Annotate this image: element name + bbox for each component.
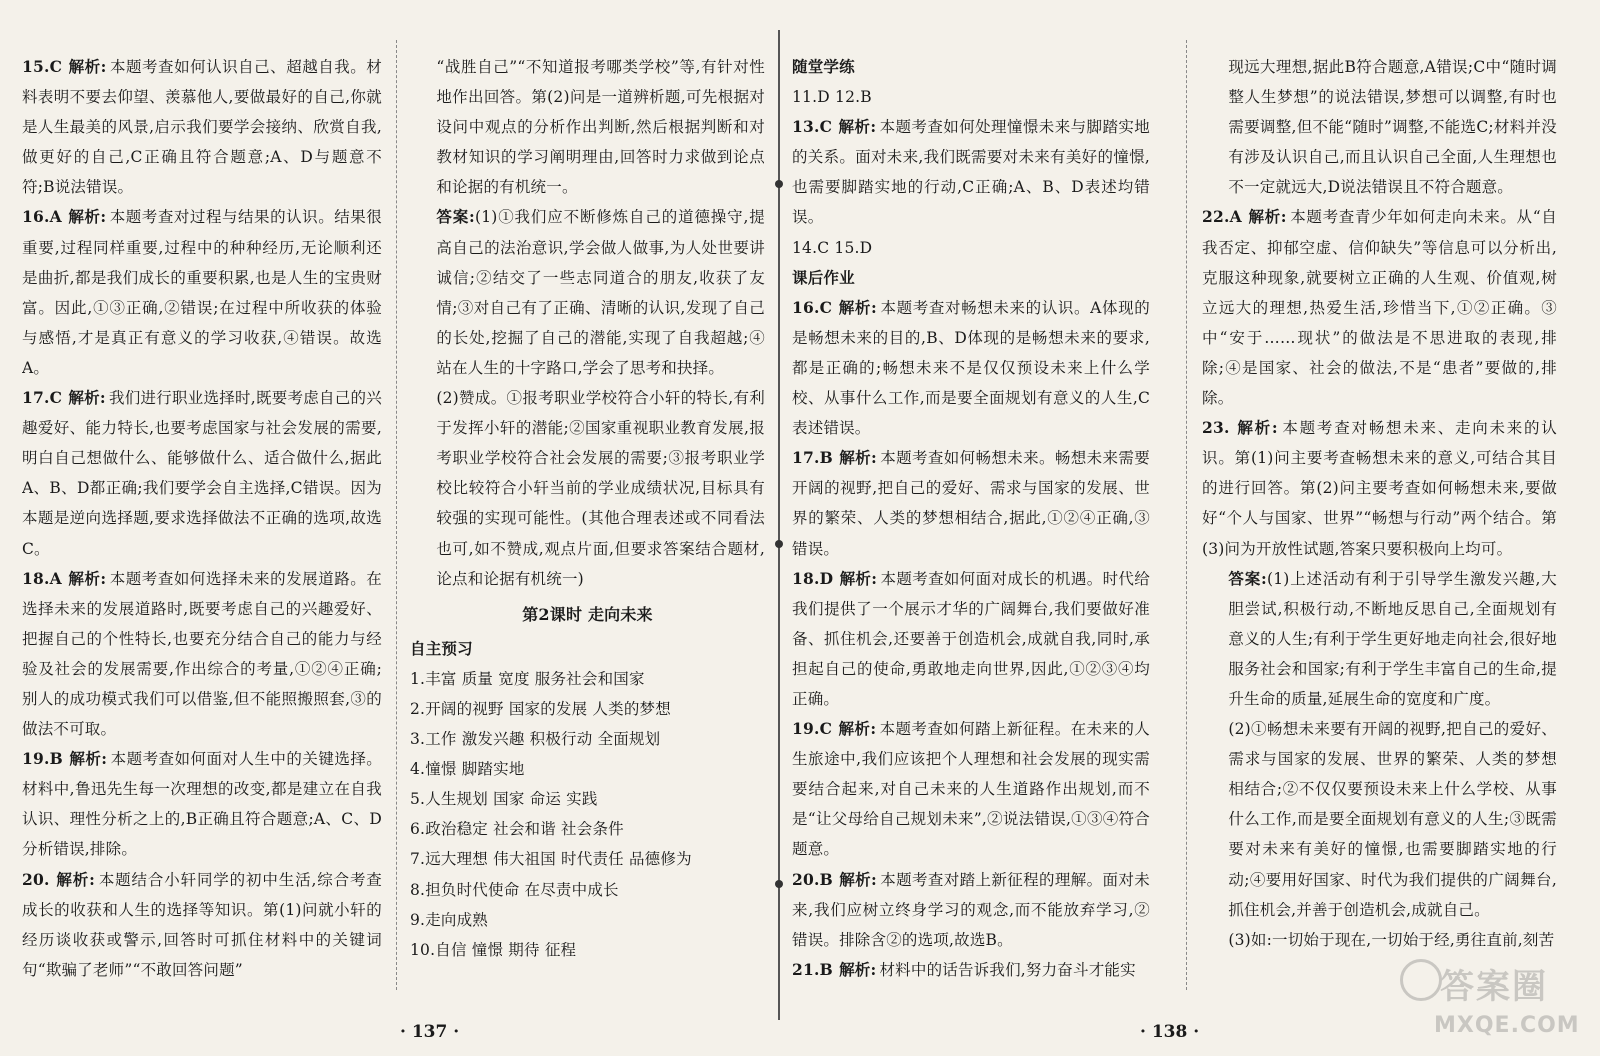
- answer-item: [792, 443, 1150, 563]
- answer-block: [410, 202, 765, 383]
- lesson-title: 第2课时 走向未来: [522, 604, 653, 624]
- answer-item: [792, 714, 1150, 864]
- column-divider-right: [1186, 40, 1187, 990]
- question-number: 18.D: [792, 568, 834, 588]
- book-gutter: [778, 30, 784, 1020]
- column-3: [792, 52, 1150, 1012]
- page-number-left: · 137 ·: [400, 1022, 460, 1042]
- text-paragraph: (3)如:一切始于现在,一切始于经,勇往直前,刻苦: [1228, 930, 1555, 949]
- analysis-label: 解析:: [69, 749, 108, 769]
- answer-text: (1)上述活动有利于引导学生激发兴趣,大胆尝试,积极行动,不断地反思自己,全面规划有意义的人生;有利于学生更好地走向社会,很好地服务社会和国家;有利于学生丰富自己的生命,提升生命的质量,延展生命的宽度和广度。: [1228, 569, 1557, 708]
- question-number: 22.A: [1202, 207, 1242, 227]
- analysis-text: 本题考查如何认识自己、超越自我。材料表明不要去仰望、羡慕他人,要做最好的自己,你就是人生最美的风景,启示我们要学会接纳、欣赏自我,做更好的自己,C正确且符合题意;A、D与题意不符;B说法错误。: [22, 58, 382, 197]
- analysis-label: 解析:: [839, 448, 877, 468]
- section-heading: 自主预习: [410, 638, 473, 658]
- question-number: 21.B: [792, 959, 833, 979]
- answer-line: 5.人生规划 国家 命运 实践: [410, 790, 598, 809]
- answer-label: 答案:: [436, 207, 475, 227]
- answer-line: 11.D 12.B: [792, 88, 872, 107]
- column-1: [22, 52, 382, 1012]
- analysis-label: 解析:: [839, 869, 877, 889]
- column-2: [410, 52, 765, 1012]
- question-number: 17.B: [792, 448, 833, 468]
- page-number-right: · 138 ·: [1140, 1022, 1200, 1042]
- text-paragraph: “战胜自己”“不知道报考哪类学校”等,有针对性地作出回答。第(2)问是一道辨析题,可先根据对设问中观点的分析作出判断,然后根据判断和对教材知识的学习阐明理由,回答时力求做到论点和论据的有机统一。: [436, 58, 765, 197]
- analysis-label: 解析:: [67, 207, 107, 227]
- analysis-text: 本题考查青少年如何走向未来。从“自我否定、抑郁空虚、信仰缺失”等信息可以分析出,克服这种现象,就要树立正确的人生观、价值观,树立远大的理想,热爱生活,珍惜当下,①②正确。③中“安于……现状”的做法是不思进取的表现,排除;④是国家、社会的做法,不是“患者”要做的,排除。: [1202, 208, 1557, 408]
- answer-line: 3.工作 激发兴趣 积极行动 全面规划: [410, 730, 661, 749]
- binding-hole: [775, 880, 783, 888]
- analysis-label: 解析:: [1247, 207, 1287, 227]
- watermark-circle-icon: [1400, 959, 1442, 1001]
- column-4: [1202, 52, 1557, 1012]
- answer-item: [22, 383, 382, 564]
- analysis-text: 本题考查如何选择未来的发展道路。在选择未来的发展道路时,既要考虑自己的兴趣爱好、把握自己的个性特长,也要充分结合自己的能力与经验及社会的发展需要,作出综合的考量,①②④正确;别人的成功模式我们可以借鉴,但不能照搬照套,③的做法不可取。: [22, 569, 382, 739]
- question-number: 23.: [1202, 418, 1230, 438]
- analysis-text: 本题结合小轩同学的初中生活,综合考查成长的收获和人生的选择等知识。第(1)问就小轩的经历谈收获或警示,回答时可抓住材料中的关键词句“欺骗了老师”“不敢回答问题”: [22, 870, 382, 979]
- answer-item: [792, 865, 1150, 955]
- analysis-text: 本题考查对畅想未来、走向未来的认识。第(1)问主要考查畅想未来的意义,可结合其目的进行回答。第(2)问主要考查如何畅想未来,要做好“个人与国家、世界”“畅想与行动”两个结合。第(3)问为开放性试题,答案只要积极向上均可。: [1202, 419, 1557, 558]
- answer-line: 4.憧憬 脚踏实地: [410, 760, 525, 779]
- analysis-text: 我们进行职业选择时,既要考虑自己的兴趣爱好、能力特长,也要考虑国家与社会发展的需要,明白自己想做什么、能够做什么、适合做什么,据此A、B、D都正确;我们要学会自主选择,C错误。因为本题是逆向选择题,要求选择做法不正确的选项,故选C。: [22, 389, 382, 558]
- section-heading: 随堂学练: [792, 57, 855, 76]
- answer-item: [792, 955, 1150, 985]
- question-number: 17.C: [22, 388, 63, 408]
- analysis-label: 解析:: [67, 568, 107, 588]
- question-number: 20.: [22, 869, 50, 889]
- answer-line: 10.自信 憧憬 期待 征程: [410, 940, 577, 959]
- answer-item: [22, 52, 382, 202]
- question-number: 20.B: [792, 869, 833, 889]
- watermark-text: 答案圈: [1440, 967, 1548, 1007]
- analysis-label: 解析:: [839, 568, 878, 588]
- answer-label: 答案:: [1228, 568, 1267, 588]
- answer-item: [1202, 202, 1557, 413]
- analysis-text: 本题考查如何处理憧憬未来与脚踏实地的关系。面对未来,我们既需要对未来有美好的憧憬,也需要脚踏实地的行动,C正确;A、B、D表述均错误。: [792, 118, 1150, 227]
- analysis-text: 材料中的话告诉我们,努力奋斗才能实: [879, 960, 1136, 979]
- answer-item: [22, 564, 382, 745]
- question-number: 18.A: [22, 568, 62, 588]
- binding-hole: [775, 180, 783, 188]
- answer-block: [1202, 564, 1557, 714]
- answer-item: [22, 865, 382, 985]
- answer-line: 2.开阔的视野 国家的发展 人类的梦想: [410, 699, 671, 718]
- question-number: 16.C: [792, 297, 833, 317]
- analysis-label: 解析:: [68, 57, 107, 76]
- answer-text: (1)①我们应不断修炼自己的道德操守,提高自己的法治意识,学会做人做事,为人处世要讲诚信;②结交了一些志同道合的朋友,收获了友情;③对自己有了正确、清晰的认识,发现了自己的长处,挖掘了自己的潜能,实现了自我超越;④站在人生的十字路口,学会了思考和抉择。: [436, 208, 765, 377]
- answer-item: [792, 112, 1150, 232]
- analysis-text: 本题考查对过程与结果的认识。结果很重要,过程同样重要,过程中的种种经历,无论顺利还是曲折,都是我们成长的重要积累,也是人生的宝贵财富。因此,①③正确,②错误;在过程中所收获的体验与感悟,才是真正有意义的学习收获,④错误。故选A。: [22, 208, 382, 377]
- question-number: 19.C: [792, 719, 833, 739]
- answer-item: [792, 564, 1150, 714]
- analysis-label: 解析:: [55, 869, 96, 889]
- analysis-text: 本题考查对畅想未来的认识。A体现的是畅想未来的目的,B、D体现的是畅想未来的要求,都是正确的;畅想未来不是仅仅预设未来上什么学校、从事什么工作,而是要全面规划有意义的人生,C表述错误。: [792, 298, 1150, 438]
- answer-item: [22, 744, 382, 864]
- watermark-logo: [1400, 955, 1590, 1050]
- answer-line: 7.远大理想 伟大祖国 时代责任 品德修为: [410, 850, 692, 869]
- answer-item: [22, 202, 382, 383]
- text-paragraph: (2)①畅想未来要有开阔的视野,把自己的爱好、需求与国家的发展、世界的繁荣、人类的梦想相结合;②不仅仅要预设未来上什么学校、从事什么工作,而是要全面规划有意义的人生;③既需要对未来有美好的憧憬,也需要脚踏实地的行动;④要用好国家、时代为我们提供的广阔舞台,抓住机会,并善于创造机会,成就自己。: [1228, 720, 1557, 919]
- answer-line: 8.担负时代使命 在尽责中成长: [410, 880, 619, 899]
- analysis-text: 本题考查如何面对成长的机遇。时代给我们提供了一个展示才华的广阔舞台,我们要做好准备、抓住机会,还要善于创造机会,成就自我,同时,承担起自己的使命,勇敢地走向世界,因此,①②③④均正确。: [792, 569, 1150, 708]
- analysis-label: 解析:: [839, 959, 877, 979]
- analysis-label: 解析:: [1235, 418, 1278, 438]
- analysis-text: 本题考查对踏上新征程的理解。面对未来,我们应树立终身学习的观念,而不能放弃学习,②错误。排除含②的选项,故选B。: [792, 870, 1150, 949]
- analysis-text: 本题考查如何面对人生中的关键选择。材料中,鲁迅先生每一次理想的改变,都是建立在自我认识、理性分析之上的,B正确且符合题意;A、C、D分析错误,排除。: [22, 750, 382, 859]
- question-number: 13.C: [792, 117, 833, 137]
- answer-line: 14.C 15.D: [792, 238, 873, 257]
- question-number: 15.C: [22, 57, 63, 76]
- text-paragraph: (2)赞成。①报考职业学校符合小轩的特长,有利于发挥小轩的潜能;②国家重视职业教育发展,报考职业学校符合社会发展的需要;③报考职业学校比较符合小轩当前的学业成绩状况,目标具有较强的实现可能性。(其他合理表述或不同看法也可,如不赞成,观点片面,但要求答案结合题材,论点和论据有机统一): [436, 389, 765, 588]
- question-number: 16.A: [22, 207, 62, 227]
- answer-item: [1202, 413, 1557, 563]
- analysis-label: 解析:: [838, 719, 877, 739]
- analysis-label: 解析:: [838, 297, 877, 317]
- question-number: 19.B: [22, 749, 63, 769]
- answer-line: 1.丰富 质量 宽度 服务社会和国家: [410, 669, 645, 688]
- analysis-text: 本题考查如何畅想未来。畅想未来需要开阔的视野,把自己的爱好、需求与国家的发展、世界的繁荣、人类的梦想相结合,据此,①②④正确,③错误。: [792, 449, 1150, 558]
- analysis-text: 本题考查如何踏上新征程。在未来的人生旅途中,我们应该把个人理想和社会发展的现实需要结合起来,对自己未来的人生道路作出规划,而不是“让父母给自己规划未来”,②说法错误,①③④符合题意。: [792, 720, 1150, 859]
- analysis-label: 解析:: [838, 117, 877, 137]
- answer-line: 6.政治稳定 社会和谐 社会条件: [410, 820, 624, 839]
- answer-line: 9.走向成熟: [410, 910, 488, 929]
- watermark-url: MXQE.COM: [1434, 1013, 1580, 1038]
- analysis-label: 解析:: [68, 388, 106, 408]
- answer-item: [792, 293, 1150, 443]
- section-heading: 课后作业: [792, 267, 855, 287]
- text-paragraph: 现远大理想,据此B符合题意,A错误;C中“随时调整人生梦想”的说法错误,梦想可以调整,有时也需要调整,但不能“随时”调整,不能选C;材料并没有涉及认识自己,而且认识自己全面,人生理想也不一定就远大,D说法错误且不符合题意。: [1228, 58, 1557, 197]
- column-divider-left: [396, 40, 397, 990]
- binding-hole: [775, 540, 783, 548]
